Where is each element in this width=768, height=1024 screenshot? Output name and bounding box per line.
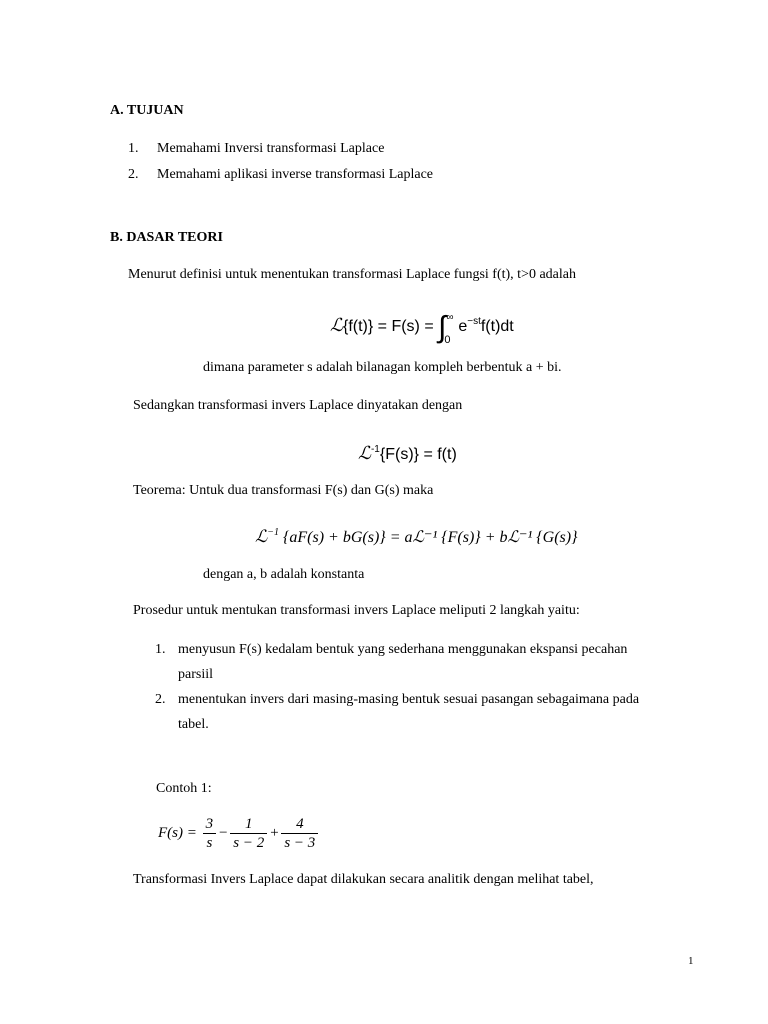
step-number: 2. xyxy=(155,692,166,707)
laplace-definition-equation: ℒ{f(t)} = F(s) = ∫ ∞ 0 $e^{-st}f(t)dt$ xyxy=(330,307,514,343)
procedure-paragraph: Prosedur untuk mentukan transformasi invers Laplace meliputi 2 langkah yaitu: xyxy=(133,603,580,618)
theorem-paragraph: Teorema: Untuk dua transformasi F(s) dan G(s) maka xyxy=(133,483,434,498)
inverse-intro-paragraph: Sedangkan transformasi invers Laplace dinyatakan dengan xyxy=(133,398,463,413)
parameter-description: dimana parameter s adalah bilanagan kompleh berbentuk a + bi. xyxy=(203,360,562,375)
fraction-denominator: s xyxy=(203,833,217,852)
step-text-continued: parsiil xyxy=(178,667,213,682)
step-text-continued: tabel. xyxy=(178,717,209,732)
integrand: f(t)dt xyxy=(480,318,514,335)
exponent: −st xyxy=(467,316,481,327)
inverse-superscript: −1 xyxy=(267,527,279,538)
step-text: menyusun F(s) kedalam bentuk yang sederhana menggunakan ekspansi pecahan xyxy=(178,642,628,657)
laplace-script-l-symbol: ℒ xyxy=(255,527,268,546)
page-number: 1 xyxy=(688,955,694,967)
fraction-numerator: 4 xyxy=(296,816,304,833)
fraction-term xyxy=(230,815,267,852)
step-number: 1. xyxy=(155,642,166,657)
definition-paragraph: Menurut definisi untuk menentukan transformasi Laplace fungsi f(t), t>0 adalah xyxy=(128,267,576,282)
objective-text: Memahami Inversi transformasi Laplace xyxy=(157,141,385,156)
integral-upper-limit: ∞ xyxy=(446,312,454,323)
linearity-equation-body: {aF(s) + bG(s)} = aℒ⁻¹ {F(s)} + bℒ⁻¹ {G(s)} xyxy=(283,529,578,546)
fraction-denominator: s − 3 xyxy=(281,833,318,852)
inverse-superscript: -1 xyxy=(370,444,380,455)
constants-note: dengan a, b adalah konstanta xyxy=(203,567,365,582)
integral-lower-limit: 0 xyxy=(444,334,451,346)
fraction-term xyxy=(203,815,217,852)
example-equation: F(s) = $\frac{3}{s}$ − $\frac{1}{s - 2}$ + $\frac{4}{s - 3}$ xyxy=(158,813,320,853)
fraction-numerator: 3 xyxy=(205,816,214,833)
fraction-denominator: s − 2 xyxy=(230,833,267,852)
equation-lhs: {f(t)} = F(s) = xyxy=(342,318,439,335)
section-a-heading: A. TUJUAN xyxy=(110,103,184,118)
example-equation-lhs: F(s) = xyxy=(158,825,201,841)
laplace-script-l-symbol: ℒ xyxy=(330,315,343,335)
integral-symbol: ∫ xyxy=(438,311,447,344)
laplace-script-l-symbol: ℒ xyxy=(358,443,371,463)
section-b-heading: B. DASAR TEORI xyxy=(110,230,223,245)
linearity-equation xyxy=(255,521,578,550)
fraction-numerator: 1 xyxy=(244,816,253,833)
objective-text: Memahami aplikasi inverse transformasi Laplace xyxy=(157,167,434,182)
example-label: Contoh 1: xyxy=(156,781,212,796)
objective-number: 1. xyxy=(128,141,139,156)
analytic-method-paragraph: Transformasi Invers Laplace dapat dilakukan secara analitik dengan melihat tabel, xyxy=(133,872,594,887)
fraction-term xyxy=(281,815,318,852)
inverse-laplace-equation xyxy=(358,438,457,467)
step-text: menentukan invers dari masing-masing bentuk sesuai pasangan sebagaimana pada xyxy=(178,692,640,707)
inverse-laplace-body: {F(s)} = f(t) xyxy=(379,446,457,463)
objective-number: 2. xyxy=(128,167,139,182)
